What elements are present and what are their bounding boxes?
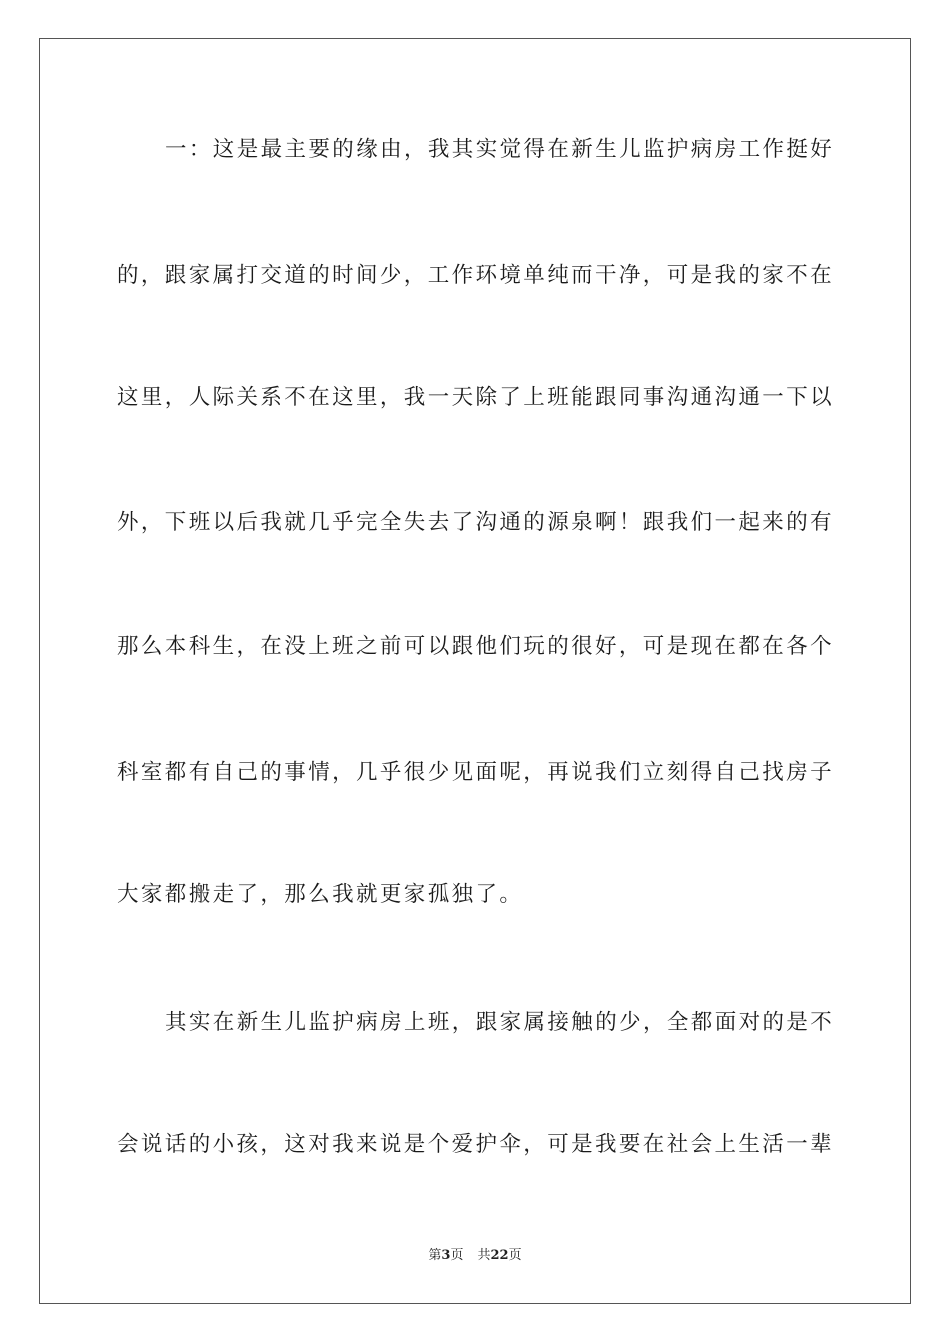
page-border	[39, 38, 911, 1304]
paragraph-line-5: 那么本科生，在没上班之前可以跟他们玩的很好，可是现在都在各个	[117, 634, 835, 659]
paragraph-line-6: 科室都有自己的事情，几乎很少见面呢，再说我们立刻得自己找房子	[117, 760, 835, 785]
paragraph-line-1: 一：这是最主要的缘由，我其实觉得在新生儿监护病房工作挺好	[165, 137, 835, 162]
footer-total-pages: 22	[490, 1248, 509, 1263]
footer-page-number: 3	[441, 1248, 451, 1263]
footer-total-prefix: 共	[477, 1248, 491, 1263]
paragraph-line-7: 大家都搬走了，那么我就更家孤独了。	[117, 882, 524, 907]
footer-page-prefix: 第	[428, 1248, 442, 1263]
paragraph-line-3: 这里，人际关系不在这里，我一天除了上班能跟同事沟通沟通一下以	[117, 385, 835, 410]
page-footer	[0, 1247, 950, 1265]
paragraph-line-9: 会说话的小孩，这对我来说是个爱护伞，可是我要在社会上生活一辈	[117, 1132, 835, 1157]
footer-page-suffix: 页	[450, 1248, 464, 1263]
paragraph-line-2: 的，跟家属打交道的时间少，工作环境单纯而干净，可是我的家不在	[117, 263, 835, 288]
paragraph-line-4: 外，下班以后我就几乎完全失去了沟通的源泉啊！跟我们一起来的有	[117, 510, 835, 535]
paragraph-line-8: 其实在新生儿监护病房上班，跟家属接触的少，全都面对的是不	[165, 1010, 835, 1035]
footer-total-suffix: 页	[508, 1248, 522, 1263]
